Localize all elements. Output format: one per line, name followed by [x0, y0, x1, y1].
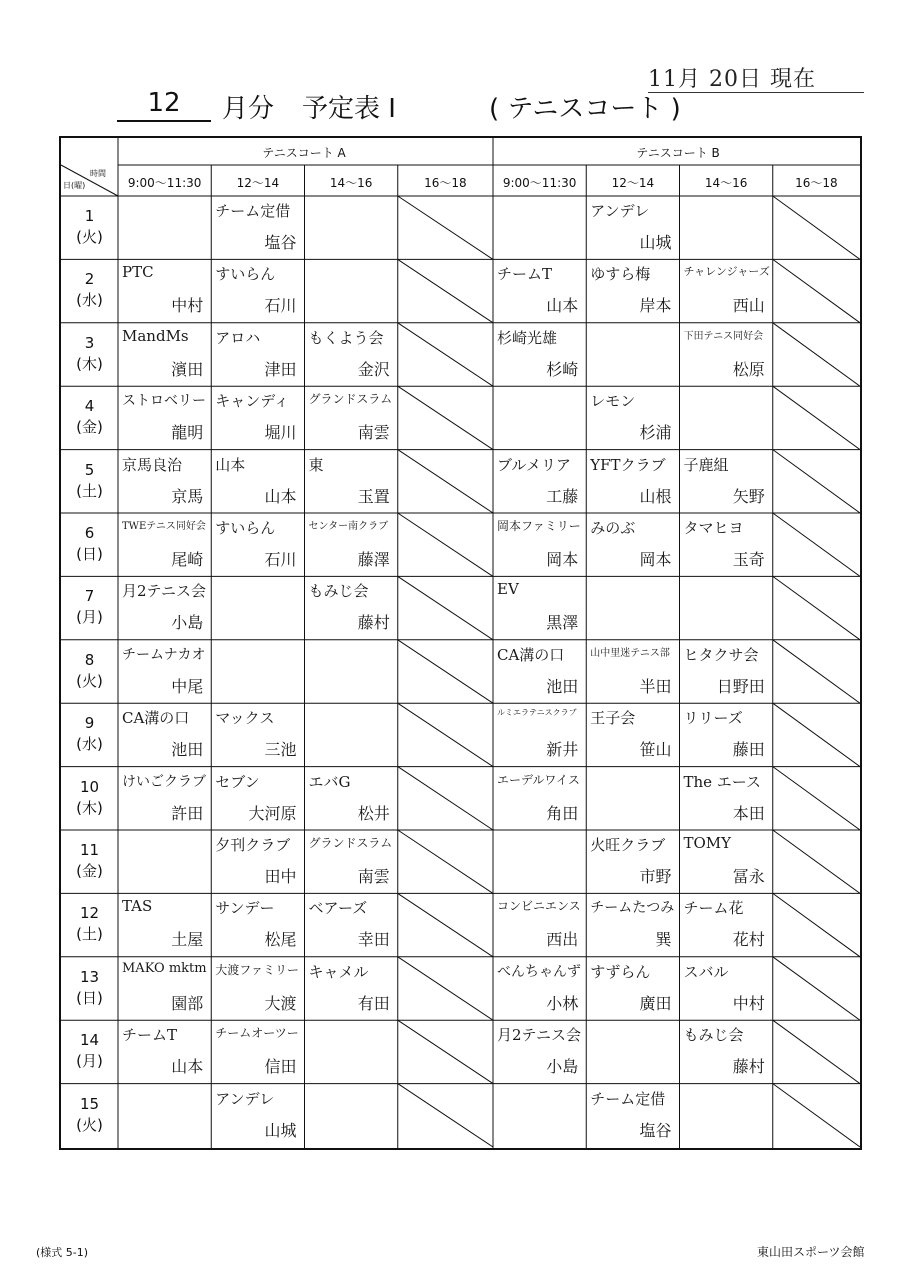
reservation-entry	[118, 767, 211, 830]
unavailable-slot-slash	[773, 450, 860, 513]
time-slot-header: 14～16	[329, 176, 373, 190]
representative-name: 塩谷	[639, 1120, 672, 1140]
unavailable-slot-slash	[773, 640, 860, 703]
group-name: エバG	[308, 772, 351, 791]
day-weekday: (金)	[76, 418, 103, 437]
day-date: 15	[79, 1094, 100, 1113]
day-label	[61, 713, 118, 755]
day-weekday: (日)	[76, 545, 103, 563]
representative-name: 市野	[639, 867, 672, 886]
unavailable-slot-slash	[398, 576, 493, 639]
group-name: EV	[497, 580, 519, 599]
reservation-entry	[118, 703, 211, 766]
reservation-entry	[211, 386, 304, 449]
reservation-entry	[118, 450, 211, 513]
group-name: みのぶ	[590, 519, 636, 537]
group-name: 京馬良治	[122, 455, 183, 474]
representative-name: 有田	[357, 993, 390, 1013]
group-name: もみじ会	[308, 582, 369, 601]
representative-name: 角田	[546, 803, 579, 823]
representative-name: 信田	[264, 1057, 297, 1077]
group-name: チームナカオ	[122, 646, 206, 663]
representative-name: 玉置	[357, 486, 390, 506]
unavailable-slot-slash	[398, 1084, 493, 1147]
group-name: 月2テニス会	[122, 582, 206, 601]
group-name: The エース	[683, 772, 762, 791]
reservation-entry	[211, 893, 304, 956]
group-name: セブン	[215, 772, 260, 791]
group-name: グランドスラム	[308, 392, 393, 407]
unavailable-slot-slash	[398, 1020, 493, 1083]
group-name: MAKO mktm	[122, 960, 207, 976]
day-weekday: (木)	[76, 798, 103, 817]
reservation-entry	[680, 830, 773, 893]
day-date: 9	[84, 714, 95, 733]
unavailable-slot-slash	[398, 893, 493, 956]
reservation-entry	[118, 259, 211, 322]
representative-name: 小島	[546, 1057, 579, 1077]
group-name: 大渡ファミリー	[215, 962, 300, 977]
representative-name: 津田	[264, 359, 297, 379]
reservation-entry	[493, 259, 586, 322]
time-slot-header: 9:00～11:30	[502, 176, 577, 190]
day-weekday: (月)	[76, 1052, 103, 1071]
group-name: 杉崎光雄	[497, 328, 558, 347]
representative-name: 小島	[171, 613, 204, 633]
unavailable-slot-slash	[398, 830, 493, 893]
day-weekday: (土)	[76, 925, 103, 944]
unavailable-slot-slash	[398, 957, 493, 1020]
representative-name: 杉浦	[639, 423, 672, 443]
reservation-entry	[680, 1020, 773, 1083]
reservation-entry	[680, 640, 773, 703]
time-slot-header: 9:00～11:30	[127, 176, 202, 190]
reservation-entry	[211, 513, 304, 576]
group-name: チームT	[122, 1026, 178, 1045]
group-name: ベアーズ	[308, 899, 368, 918]
day-label	[61, 1094, 118, 1136]
title-month-suffix: 月分	[222, 94, 275, 124]
representative-name: 西出	[546, 930, 579, 950]
reservation-entry	[586, 513, 679, 576]
group-name: すずらん	[590, 962, 651, 981]
group-name: スバル	[683, 962, 729, 981]
reservation-entry	[680, 893, 773, 956]
representative-name: 山根	[639, 486, 672, 506]
reservation-entry	[211, 1020, 304, 1083]
time-slot-header: 16～18	[795, 176, 838, 190]
reservation-entry	[493, 1020, 586, 1083]
unavailable-slot-slash	[773, 259, 860, 322]
day-label	[61, 460, 118, 502]
representative-name: 石川	[264, 550, 297, 569]
day-weekday: (火)	[76, 671, 103, 690]
unavailable-slot-slash	[773, 513, 860, 576]
day-weekday: (月)	[76, 608, 103, 627]
reservation-entry	[305, 957, 398, 1020]
representative-name: 山城	[264, 1120, 297, 1140]
unavailable-slot-slash	[773, 386, 860, 449]
reservation-entry	[305, 893, 398, 956]
representative-name: 岸本	[639, 296, 672, 316]
reservation-entry	[305, 450, 398, 513]
representative-name: 山本	[546, 296, 579, 316]
group-name: けいごクラブ	[122, 773, 206, 790]
reservation-entry	[680, 323, 773, 386]
group-name: チーム花	[683, 899, 744, 918]
reservation-entry	[586, 386, 679, 449]
day-date: 4	[84, 397, 95, 416]
group-name: PTC	[122, 263, 154, 282]
unavailable-slot-slash	[398, 259, 493, 322]
day-date: 13	[79, 967, 100, 986]
group-name: TWEテニス同好会	[122, 521, 206, 532]
representative-name: 本田	[732, 803, 765, 823]
group-name: YFTクラブ	[590, 455, 666, 474]
day-weekday: (水)	[76, 291, 103, 310]
reservation-entry	[118, 323, 211, 386]
reservation-entry	[680, 767, 773, 830]
court-b-header: テニスコート B	[636, 146, 720, 160]
representative-name: 冨永	[732, 867, 765, 886]
group-name: 山本	[215, 455, 246, 474]
group-name: キャメル	[308, 962, 369, 981]
group-name: CA溝の口	[122, 709, 190, 728]
corner-time-label: 時間	[90, 169, 106, 178]
reservation-entry	[118, 957, 211, 1020]
representative-name: 廣田	[639, 993, 672, 1013]
organization-name: 東山田スポーツ会館	[757, 1245, 865, 1259]
group-name: アンデレ	[590, 202, 650, 220]
representative-name: 濱田	[171, 359, 204, 379]
day-label	[61, 396, 118, 438]
day-label	[61, 903, 118, 945]
unavailable-slot-slash	[773, 957, 860, 1020]
page-title	[117, 88, 797, 128]
group-name: チャレンジャーズ	[683, 265, 770, 279]
representative-name: 玉奇	[732, 550, 765, 569]
representative-name: 藤村	[732, 1057, 765, 1077]
unavailable-slot-slash	[398, 196, 493, 259]
group-name: チームたつみ	[590, 900, 675, 917]
reservation-entry	[586, 1084, 679, 1147]
group-name: アンデレ	[215, 1089, 275, 1108]
reservation-entry	[680, 450, 773, 513]
group-name: チーム定借	[215, 202, 291, 220]
reservation-entry	[305, 767, 398, 830]
time-slot-header: 12～14	[611, 176, 655, 190]
title-court: ( テニスコート )	[489, 94, 681, 124]
unavailable-slot-slash	[773, 1084, 860, 1147]
day-label	[61, 650, 118, 692]
day-date: 1	[84, 207, 95, 225]
reservation-entry	[680, 259, 773, 322]
representative-name: 田中	[264, 867, 297, 886]
reservation-entry	[493, 450, 586, 513]
unavailable-slot-slash	[398, 703, 493, 766]
group-name: すいらん	[215, 519, 276, 537]
reservation-entry	[305, 386, 398, 449]
group-name: 東	[308, 455, 324, 474]
unavailable-slot-slash	[773, 893, 860, 956]
reservation-entry	[493, 703, 586, 766]
reservation-entry	[211, 323, 304, 386]
group-name: チームオーツー	[215, 1026, 299, 1041]
day-label	[61, 840, 118, 882]
time-slot-header: 16～18	[424, 176, 467, 190]
day-label	[61, 586, 118, 628]
reservation-entry	[493, 513, 586, 576]
day-date: 14	[79, 1031, 100, 1050]
day-date: 10	[79, 777, 100, 796]
group-name: リリーズ	[683, 709, 743, 728]
representative-name: 山本	[264, 486, 297, 506]
representative-name: 池田	[171, 740, 204, 760]
reservation-entry	[586, 830, 679, 893]
unavailable-slot-slash	[773, 703, 860, 766]
representative-name: 松井	[357, 803, 390, 823]
day-date: 8	[84, 650, 95, 669]
reservation-entry	[211, 1084, 304, 1147]
unavailable-slot-slash	[773, 323, 860, 386]
representative-name: 金沢	[357, 359, 390, 379]
unavailable-slot-slash	[398, 323, 493, 386]
representative-name: 南雲	[357, 423, 390, 443]
group-name: もみじ会	[683, 1026, 744, 1045]
group-name: すいらん	[215, 265, 276, 284]
reservation-entry	[305, 830, 398, 893]
group-name: TAS	[122, 897, 153, 916]
day-label	[61, 333, 118, 375]
group-name: チーム定借	[590, 1089, 666, 1108]
representative-name: 南雲	[357, 867, 390, 886]
group-name: ブルメリア	[497, 455, 571, 474]
reservation-entry	[493, 767, 586, 830]
group-name: 下田テニス同好会	[683, 330, 764, 342]
representative-name: 幸田	[357, 930, 390, 950]
reservation-entry	[586, 640, 679, 703]
representative-name: 中村	[732, 993, 765, 1013]
day-label	[61, 206, 118, 248]
reservation-entry	[586, 957, 679, 1020]
day-label	[61, 1030, 118, 1072]
day-label	[61, 523, 118, 565]
reservation-entry	[211, 767, 304, 830]
reservation-entry	[118, 893, 211, 956]
day-weekday: (土)	[76, 481, 103, 500]
day-date: 12	[79, 904, 100, 923]
representative-name: 黒澤	[546, 613, 579, 633]
group-name: 岡本ファミリー	[497, 519, 581, 533]
day-date: 5	[84, 460, 95, 479]
unavailable-slot-slash	[773, 830, 860, 893]
day-label	[61, 777, 118, 819]
representative-name: 半田	[639, 676, 672, 696]
representative-name: 山本	[171, 1057, 204, 1077]
unavailable-slot-slash	[773, 767, 860, 830]
day-date: 6	[84, 524, 95, 542]
representative-name: 龍明	[171, 423, 204, 443]
reservation-entry	[493, 893, 586, 956]
group-name: 火旺クラブ	[590, 836, 666, 854]
group-name: レモン	[590, 392, 636, 411]
reservation-entry	[586, 703, 679, 766]
representative-name: 工藤	[546, 486, 579, 506]
court-a-header: テニスコート A	[262, 146, 346, 160]
reservation-entry	[118, 576, 211, 639]
unavailable-slot-slash	[398, 767, 493, 830]
title-name: 予定表 I	[302, 94, 396, 124]
representative-name: 岡本	[639, 550, 672, 569]
representative-name: 園部	[171, 993, 204, 1013]
reservation-entry	[118, 386, 211, 449]
schedule-table	[59, 136, 862, 1150]
representative-name: 塩谷	[264, 233, 297, 252]
as-of-date: 11月 20日 現在	[648, 67, 816, 92]
group-name: コンビニエンス	[497, 899, 581, 914]
unavailable-slot-slash	[398, 640, 493, 703]
time-slot-header: 12～14	[236, 176, 280, 190]
unavailable-slot-slash	[773, 576, 860, 639]
day-weekday: (木)	[76, 354, 103, 373]
representative-name: 花村	[732, 930, 765, 950]
day-weekday: (火)	[76, 1115, 103, 1134]
form-number: (様式 5-1)	[36, 1246, 89, 1259]
reservation-entry	[211, 196, 304, 259]
unavailable-slot-slash	[773, 196, 860, 259]
group-name: ヒタクサ会	[683, 645, 759, 664]
group-name: グランドスラム	[308, 836, 393, 850]
representative-name: 日野田	[716, 676, 765, 696]
reservation-entry	[305, 576, 398, 639]
unavailable-slot-slash	[398, 386, 493, 449]
day-date: 3	[84, 333, 95, 352]
representative-name: 松尾	[264, 930, 297, 950]
representative-name: 堀川	[264, 423, 297, 443]
representative-name: 小林	[546, 993, 579, 1013]
day-date: 2	[84, 270, 95, 289]
reservation-entry	[586, 893, 679, 956]
representative-name: 岡本	[546, 550, 579, 569]
representative-name: 山城	[639, 233, 672, 252]
reservation-entry	[211, 259, 304, 322]
day-weekday: (金)	[76, 862, 103, 880]
group-name: 子鹿組	[683, 455, 729, 474]
group-name: センター南クラブ	[308, 521, 389, 532]
group-name: ルミエラテニスクラブ	[497, 708, 577, 718]
unavailable-slot-slash	[398, 450, 493, 513]
representative-name: 矢野	[732, 486, 765, 506]
group-name: アロハ	[215, 328, 261, 347]
group-name: キャンディ	[215, 392, 290, 411]
representative-name: 石川	[264, 296, 297, 316]
representative-name: 杉崎	[546, 359, 579, 379]
group-name: チームT	[497, 265, 553, 284]
group-name: タマヒヨ	[683, 519, 744, 537]
group-name: MandMs	[122, 326, 189, 345]
group-name: サンデー	[215, 899, 275, 918]
representative-name: 巽	[655, 930, 672, 950]
day-weekday: (火)	[76, 228, 103, 246]
representative-name: 中村	[171, 296, 204, 316]
representative-name: 許田	[171, 803, 204, 823]
group-name: CA溝の口	[497, 645, 565, 664]
reservation-entry	[493, 640, 586, 703]
reservation-entry	[493, 576, 586, 639]
reservation-entry	[586, 196, 679, 259]
day-weekday: (日)	[76, 988, 103, 1007]
group-name: TOMY	[683, 834, 732, 852]
reservation-entry	[680, 957, 773, 1020]
unavailable-slot-slash	[398, 513, 493, 576]
group-name: 月2テニス会	[497, 1026, 581, 1045]
reservation-entry	[586, 259, 679, 322]
day-label	[61, 967, 118, 1009]
reservation-entry	[305, 513, 398, 576]
group-name: 夕刊クラブ	[215, 836, 291, 854]
representative-name: 笹山	[639, 740, 672, 760]
day-date: 11	[79, 841, 100, 859]
group-name: マックス	[215, 709, 275, 728]
representative-name: 尾崎	[171, 550, 204, 569]
day-date: 7	[84, 587, 95, 606]
reservation-entry	[211, 703, 304, 766]
corner-day-label: 日(曜)	[63, 181, 86, 190]
reservation-entry	[493, 323, 586, 386]
reservation-entry	[118, 1020, 211, 1083]
day-weekday: (水)	[76, 735, 103, 754]
representative-name: 大河原	[248, 803, 297, 823]
representative-name: 藤澤	[357, 550, 390, 569]
group-name: 山中里迷テニス部	[590, 647, 670, 659]
group-name: べんちゃんず	[497, 963, 581, 980]
representative-name: 西山	[732, 296, 765, 316]
representative-name: 藤村	[357, 613, 390, 633]
representative-name: 池田	[546, 676, 579, 696]
group-name: 王子会	[590, 709, 636, 728]
representative-name: 京馬	[171, 486, 204, 506]
reservation-entry	[680, 513, 773, 576]
group-name: ゆすら梅	[590, 265, 651, 284]
day-label	[61, 269, 118, 311]
reservation-entry	[586, 450, 679, 513]
reservation-entry	[305, 323, 398, 386]
reservation-entry	[680, 703, 773, 766]
reservation-entry	[211, 957, 304, 1020]
reservation-entry	[211, 830, 304, 893]
unavailable-slot-slash	[773, 1020, 860, 1083]
title-month: 12	[117, 88, 211, 122]
reservation-entry	[118, 640, 211, 703]
representative-name: 土屋	[171, 930, 204, 950]
reservation-entry	[118, 513, 211, 576]
representative-name: 三池	[264, 740, 297, 760]
time-slot-header: 14～16	[704, 176, 748, 190]
representative-name: 松原	[732, 359, 765, 379]
representative-name: 藤田	[732, 740, 765, 760]
representative-name: 新井	[546, 740, 579, 760]
representative-name: 中尾	[171, 676, 204, 696]
reservation-entry	[211, 450, 304, 513]
group-name: ストロベリー	[122, 393, 206, 410]
group-name: もくよう会	[308, 328, 384, 347]
group-name: エーデルワイス	[497, 772, 580, 787]
reservation-entry	[493, 957, 586, 1020]
representative-name: 大渡	[264, 993, 297, 1013]
